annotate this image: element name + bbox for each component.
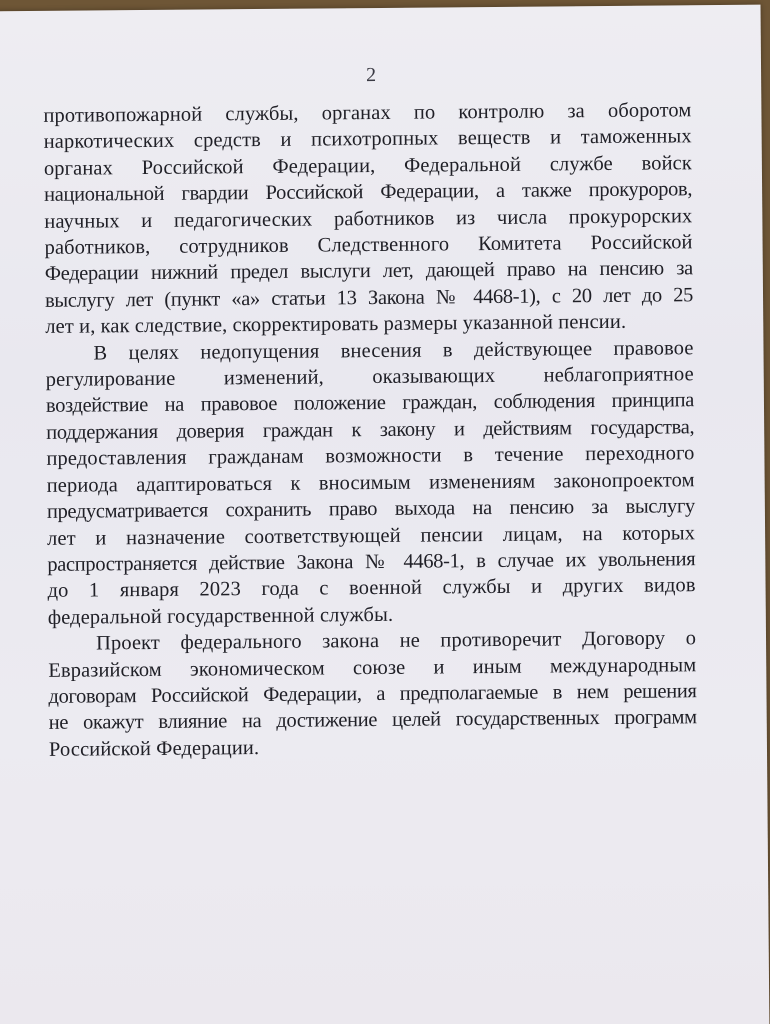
page-number: 2 [365, 63, 377, 87]
text-line: национальной гвардии Российской Федерации, а также прокуроров, [44, 178, 693, 207]
text-line: выслугу лет (пункт «а» статьи 13 Закона № 4468-1), с 20 лет до 25 [44, 284, 694, 312]
paragraph-1 [43, 97, 693, 340]
text-line: федеральной государственной службы. [47, 603, 394, 629]
document-page [0, 5, 769, 1024]
text-line: до 1 января 2023 года с военной службы и других видов [47, 574, 696, 603]
text-line: противопожарной службы, органах по контролю за оборотом [43, 99, 692, 127]
text-line: распространяется действие Закона № 4468-1, в случае их увольнения [47, 548, 696, 576]
text-line: предоставления гражданам возможности в течение переходного [46, 442, 695, 471]
text-line: Федерации нижний предел выслуги лет, дающей право на пенсию за [44, 257, 693, 286]
text-line: не окажут влияние на достижение целей государственных программ [48, 706, 697, 735]
text-line: периода адаптироваться к вносимым изменениям законопроектом [46, 468, 695, 497]
paragraph-2 [45, 335, 696, 631]
text-line: научных и педагогических работников из числа прокурорских [44, 204, 693, 233]
text-line: В целях недопущения внесения в действующее правовое [93, 336, 694, 365]
text-line: Проект федерального закона не противоречит Договору о [95, 627, 697, 655]
text-line: поддержания доверия граждан к закону и действиям государства, [46, 416, 695, 444]
text-line: договорам Российской Федерации, а предполагаемые в нем решения [48, 680, 697, 708]
text-line: предусматривается сохранить право выхода на пенсию за выслугу [46, 495, 695, 523]
text-line: Российской Федерации. [48, 736, 260, 761]
document-body [43, 97, 697, 763]
text-line: органах Российской Федерации, Федеральной службе войск [43, 152, 692, 180]
text-line: воздействие на правовое положение граждан, соблюдения принципа [45, 389, 695, 418]
text-line: работников, сотрудников Следственного Комитета Российской [44, 231, 693, 259]
text-line: регулирование изменений, оказывающих неблагоприятное [45, 363, 694, 391]
text-line: лет и, как следствие, скорректировать размеры указанной пенсии. [45, 311, 627, 339]
text-line: Евразийском экономическом союзе и иным международным [48, 653, 697, 682]
paragraph-3 [48, 625, 697, 763]
text-line: наркотических средств и психотропных веществ и таможенных [43, 125, 692, 154]
text-line: лет и назначение соответствующей пенсии лицам, на которых [47, 521, 696, 550]
